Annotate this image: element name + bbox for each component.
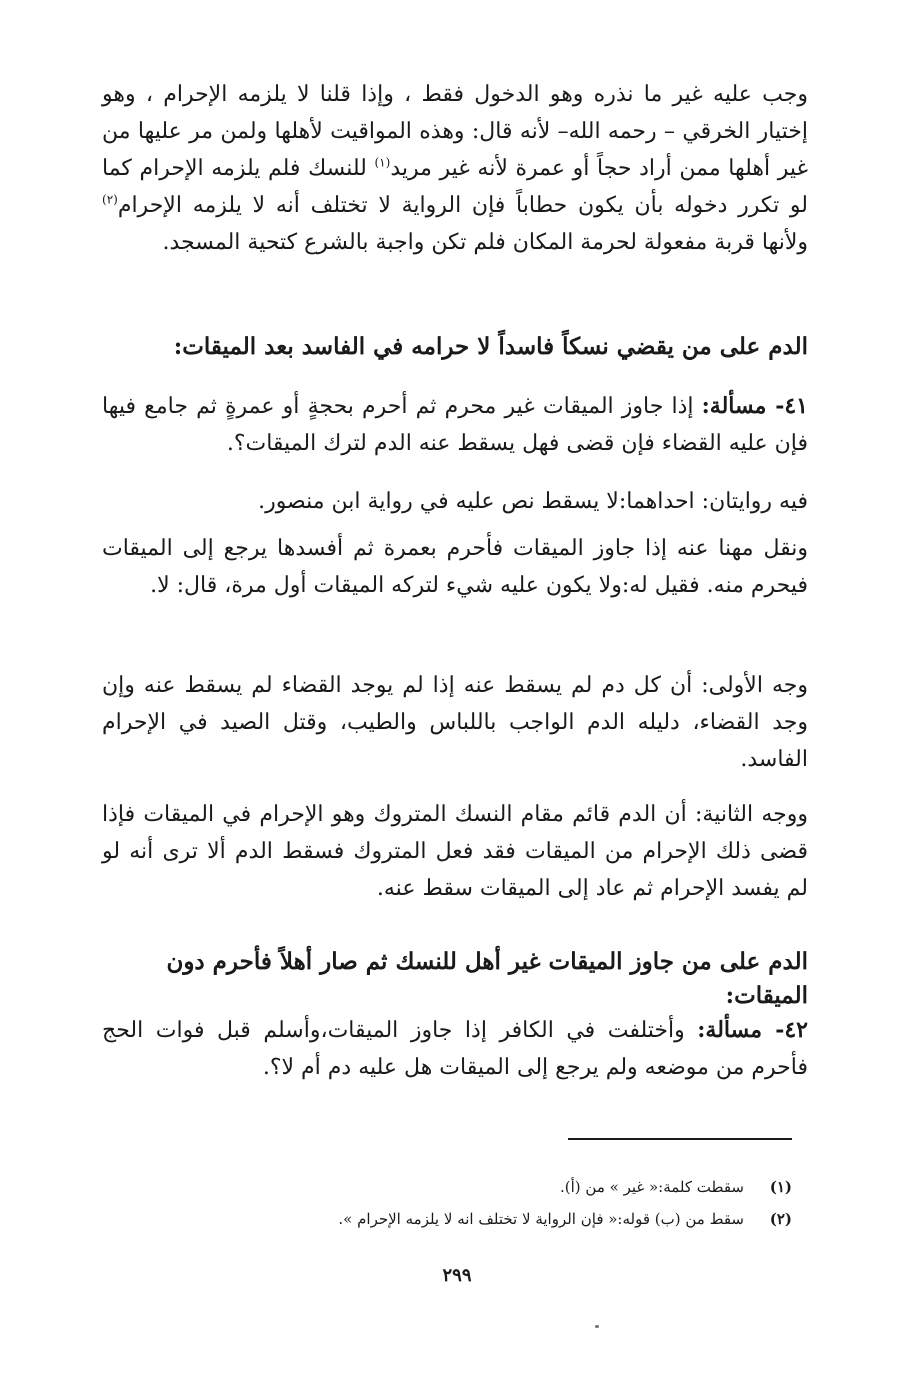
intro-text-part-2: للنسك فلم يلزمه الإحرام كما لو تكرر دخوله بأن يكون حطاباً فإن الرواية لا تختلف أنه لا يلزمه الإحرام [102,156,808,218]
intro-paragraph [102,76,808,261]
issue-41-text: إذا جاوز الميقات غير محرم ثم أحرم بحجةٍ أو عمرةٍ ثم جامع فيها فإن عليه القضاء فإن قضى فهل يسقط عنه الدم لترك الميقات؟. [102,394,808,456]
footnote-1 [200,1176,792,1198]
section-heading-1: الدم على من يقضي نسكاً فاسداً لا حرامه في الفاسد بعد الميقات: [173,333,808,360]
muhanna-paragraph: ونقل مهنا عنه إذا جاوز الميقات فأحرم بعمرة ثم أفسدها يرجع إلى الميقات فيحرم منه. فقيل له:ولا يكون عليه شيء لتركه الميقات أول مرة، قال: لا. [102,536,808,598]
footnote-1-number: (١) [769,1178,792,1196]
footnote-ref-2: (٢) [102,192,118,207]
footnote-separator [568,1138,792,1140]
issue-41-number: ٤١- مسألة: [701,393,808,419]
footnote-2 [200,1208,792,1230]
scan-speck [595,1325,599,1328]
issue-42-number: ٤٢- مسألة: [697,1017,808,1043]
issue-41-paragraph [102,388,808,462]
footnote-2-number: (٢) [769,1210,792,1228]
issue-42-paragraph [102,1012,808,1086]
second-view-paragraph: ووجه الثانية: أن الدم قائم مقام النسك المتروك وهو الإحرام في الميقات فإذا قضى ذلك الإحرام من الميقات فقد فعل المتروك فسقط الدم ألا ترى أنه لو لم يفسد الإحرام ثم عاد إلى الميقات سقط عنه. [102,802,808,901]
intro-text-part-1: وجب عليه غير ما نذره وهو الدخول فقط ، وإذا قلنا لا يلزمه الإحرام ، وهو إختيار الخرقي – رحمه الله– لأنه قال: وهذه المواقيت لأهلها ولمن مر عليها من غير أهلها ممن أراد حجاً أو عمرة لأنه غير مريد [102,82,808,181]
footnote-1-text: سقطت كلمة:« غير » من (أ). [560,1178,744,1196]
footnote-ref-1: (١) [374,155,391,170]
page-number: ٢٩٩ [442,1265,472,1286]
footnote-2-text: سقط من (ب) قوله:« فإن الرواية لا تختلف انه لا يلزمه الإحرام ». [338,1210,744,1228]
first-view-paragraph: وجه الأولى: أن كل دم لم يسقط عنه إذا لم يوجد القضاء لم يسقط عنه وإن وجد القضاء، دليله الدم الواجب باللباس والطيب، وقتل الصيد في الإحرام الفاسد. [102,673,808,772]
narrations-paragraph: فيه روايتان: احداهما:لا يسقط نص عليه في رواية ابن منصور. [258,489,808,514]
section-heading-2: الدم على من جاوز الميقات غير أهل للنسك ثم صار أهلاً فأحرم دون الميقات: [166,948,808,1009]
intro-text-part-3: ولأنها قربة مفعولة لحرمة المكان فلم تكن واجبة بالشرع كتحية المسجد. [162,230,808,255]
issue-42-text: وأختلفت في الكافر إذا جاوز الميقات،وأسلم قبل فوات الحج فأحرم من موضعه ولم يرجع إلى الميقات هل عليه دم أم لا؟. [102,1018,808,1080]
